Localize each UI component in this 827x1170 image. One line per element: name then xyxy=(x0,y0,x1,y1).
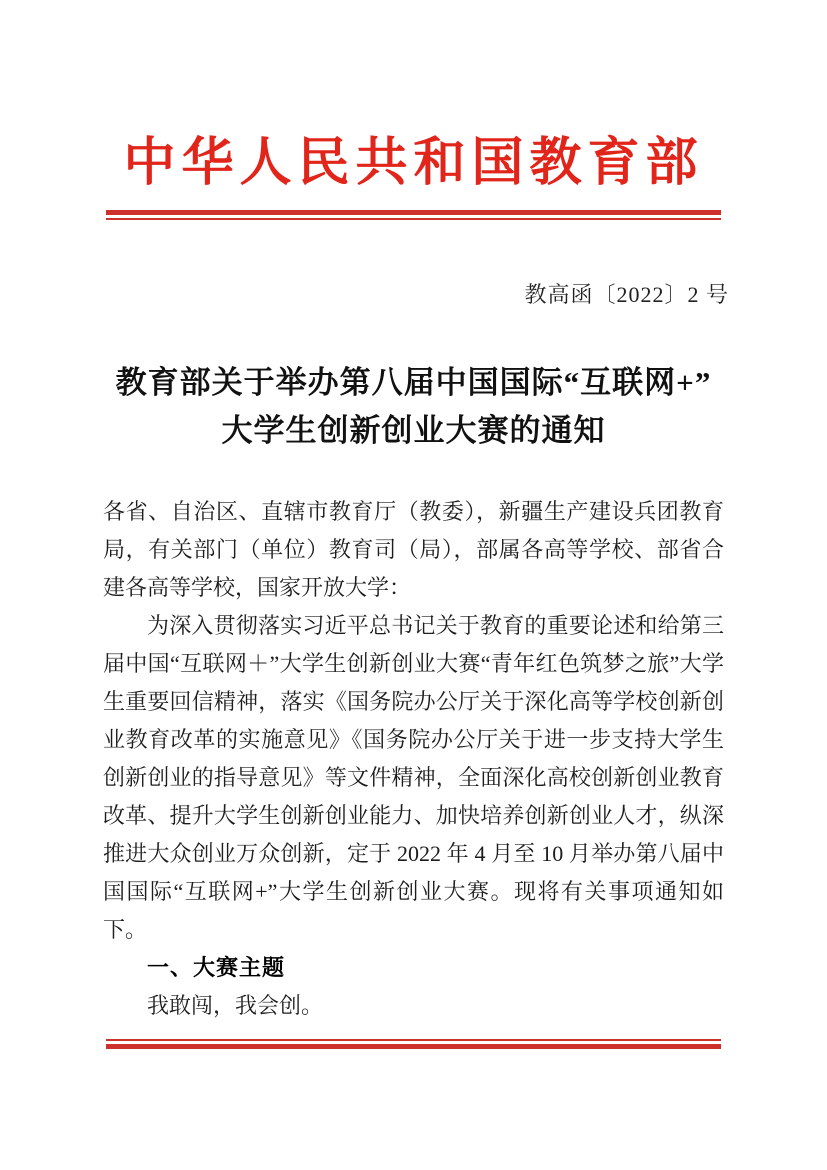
salutation-paragraph: 各省、自治区、直辖市教育厅（教委），新疆生产建设兵团教育局，有关部门（单位）教育司（局），部属各高等学校、部省合建各高等学校，国家开放大学： xyxy=(103,498,724,600)
document-title xyxy=(0,359,827,455)
letterhead-title: 中华人民共和国教育部 xyxy=(123,135,704,192)
section-1-body: 我敢闯，我会创。 xyxy=(147,992,324,1018)
header-rule-thick-bar xyxy=(106,210,721,215)
document-body xyxy=(103,493,724,1025)
section-1-heading: 一、大赛主题 xyxy=(147,954,286,980)
document-number: 教高函〔2022〕2 号 xyxy=(524,281,729,307)
footer-double-rule xyxy=(106,1039,721,1049)
footer-rule-thick-bar xyxy=(106,1044,721,1049)
document-title-line2: 大学生创新创业大赛的通知 xyxy=(221,412,606,448)
header-double-rule xyxy=(106,210,721,220)
header-rule-thin-bar xyxy=(106,218,721,220)
footer-rule-thin-bar xyxy=(106,1039,721,1041)
intro-paragraph: 为深入贯彻落实习近平总书记关于教育的重要论述和给第三届中国“互联网＋”大学生创新创业大赛“青年红色筑梦之旅”大学生重要回信精神，落实《国务院办公厅关于深化高等学校创新创业教育改革的实施意见》《国务院办公厅关于进一步支持大学生创新创业的指导意见》等文件精神，全面深化高校创新创业教育改革、提升大学生创新创业能力、加快培养创新创业人才，纵深推进大众创业万众创新，定于 2022 年 4 月至 10 月举办第八届中国国际“互联网+”大学生创新创业大赛。现将有关事项通知如下。 xyxy=(103,612,724,942)
document-title-line1: 教育部关于举办第八届中国国际“互联网+” xyxy=(115,364,712,400)
